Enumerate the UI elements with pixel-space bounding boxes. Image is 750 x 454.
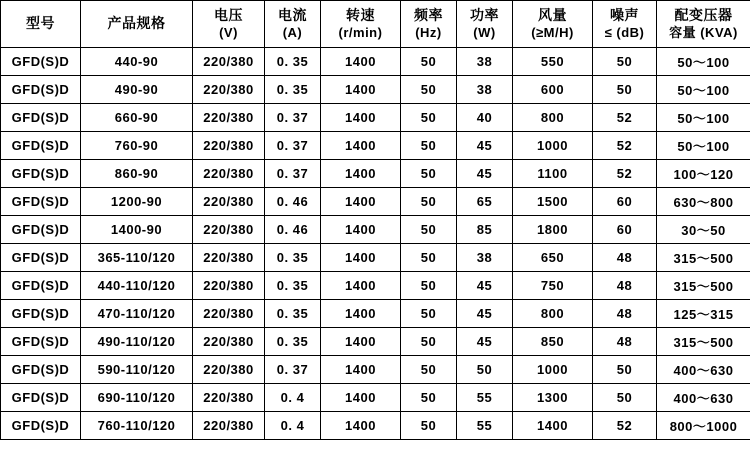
table-row <box>1 48 750 76</box>
column-header-title: 风量 <box>538 7 567 24</box>
table-cell: 365-110/120 <box>81 244 193 272</box>
table-cell: 30～50 <box>657 216 750 244</box>
table-cell: 0. 35 <box>265 272 321 300</box>
table-cell: 220/380 <box>193 188 265 216</box>
table-cell: 50 <box>401 48 457 76</box>
table-cell: 50 <box>401 300 457 328</box>
column-header-8 <box>593 1 657 48</box>
table-cell: 220/380 <box>193 132 265 160</box>
table-cell: 400～630 <box>657 384 750 412</box>
table-cell: 50 <box>593 76 657 104</box>
table-cell: 0. 35 <box>265 328 321 356</box>
column-header-9 <box>657 1 750 48</box>
table-cell: 50 <box>401 412 457 440</box>
table-cell: 315～500 <box>657 272 750 300</box>
table-cell: 470-110/120 <box>81 300 193 328</box>
table-cell: 800～1000 <box>657 412 750 440</box>
table-cell: 50 <box>401 76 457 104</box>
table-cell: 1400 <box>321 384 401 412</box>
table-cell: 52 <box>593 160 657 188</box>
table-cell: 50～100 <box>657 48 750 76</box>
table-cell: 660-90 <box>81 104 193 132</box>
table-cell: 0. 37 <box>265 160 321 188</box>
cell-model: GFD(S)D <box>1 216 81 244</box>
column-header-0 <box>1 1 81 48</box>
table-row <box>1 76 750 104</box>
cell-model: GFD(S)D <box>1 412 81 440</box>
table-cell: 100～120 <box>657 160 750 188</box>
table-cell: 50 <box>401 104 457 132</box>
table-cell: 1000 <box>513 356 593 384</box>
table-cell: 38 <box>457 48 513 76</box>
table-cell: 45 <box>457 272 513 300</box>
header-row <box>1 1 750 48</box>
column-header-unit: ≤ (dB) <box>604 24 645 40</box>
table-cell: 315～500 <box>657 244 750 272</box>
table-row <box>1 160 750 188</box>
table-cell: 800 <box>513 104 593 132</box>
table-cell: 60 <box>593 188 657 216</box>
cell-model: GFD(S)D <box>1 188 81 216</box>
table-cell: 440-110/120 <box>81 272 193 300</box>
table-cell: 690-110/120 <box>81 384 193 412</box>
table-cell: 315～500 <box>657 328 750 356</box>
table-cell: 0. 46 <box>265 188 321 216</box>
table-cell: 1400 <box>513 412 593 440</box>
table-cell: 1400 <box>321 160 401 188</box>
table-cell: 1400 <box>321 104 401 132</box>
table-cell: 0. 35 <box>265 48 321 76</box>
table-cell: 50 <box>593 48 657 76</box>
table-cell: 50～100 <box>657 132 750 160</box>
column-header-unit: 容量 (KVA) <box>669 24 738 40</box>
table-cell: 220/380 <box>193 104 265 132</box>
table-cell: 0. 35 <box>265 76 321 104</box>
table-cell: 38 <box>457 244 513 272</box>
table-cell: 800 <box>513 300 593 328</box>
table-cell: 50 <box>401 244 457 272</box>
column-header-title: 功率 <box>470 7 499 24</box>
table-cell: 50 <box>593 356 657 384</box>
cell-model: GFD(S)D <box>1 104 81 132</box>
table-cell: 45 <box>457 132 513 160</box>
table-cell: 630～800 <box>657 188 750 216</box>
table-cell: 220/380 <box>193 272 265 300</box>
column-header-6 <box>457 1 513 48</box>
cell-model: GFD(S)D <box>1 160 81 188</box>
table-row <box>1 132 750 160</box>
table-cell: 0. 4 <box>265 384 321 412</box>
table-cell: 1400 <box>321 216 401 244</box>
table-row <box>1 188 750 216</box>
table-cell: 220/380 <box>193 384 265 412</box>
table-cell: 65 <box>457 188 513 216</box>
column-header-unit: (V) <box>219 24 238 40</box>
table-cell: 1200-90 <box>81 188 193 216</box>
table-cell: 1400 <box>321 188 401 216</box>
table-row <box>1 216 750 244</box>
column-header-title: 电流 <box>278 7 307 24</box>
table-cell: 590-110/120 <box>81 356 193 384</box>
table-row <box>1 328 750 356</box>
table-cell: 220/380 <box>193 412 265 440</box>
table-cell: 760-110/120 <box>81 412 193 440</box>
table-cell: 440-90 <box>81 48 193 76</box>
table-cell: 48 <box>593 244 657 272</box>
table-cell: 45 <box>457 328 513 356</box>
column-header-1 <box>81 1 193 48</box>
table-cell: 52 <box>593 412 657 440</box>
cell-model: GFD(S)D <box>1 300 81 328</box>
table-cell: 48 <box>593 300 657 328</box>
table-cell: 1400 <box>321 412 401 440</box>
cell-model: GFD(S)D <box>1 384 81 412</box>
table-row <box>1 244 750 272</box>
table-cell: 760-90 <box>81 132 193 160</box>
table-cell: 50～100 <box>657 104 750 132</box>
column-header-5 <box>401 1 457 48</box>
table-cell: 1000 <box>513 132 593 160</box>
table-cell: 52 <box>593 132 657 160</box>
table-cell: 1400 <box>321 48 401 76</box>
table-cell: 1400 <box>321 328 401 356</box>
table-cell: 0. 4 <box>265 412 321 440</box>
table-cell: 45 <box>457 160 513 188</box>
cell-model: GFD(S)D <box>1 356 81 384</box>
table-cell: 1400 <box>321 132 401 160</box>
column-header-title: 产品规格 <box>107 15 166 32</box>
table-cell: 1400 <box>321 76 401 104</box>
table-cell: 220/380 <box>193 76 265 104</box>
column-header-title: 电压 <box>214 7 243 24</box>
table-cell: 50 <box>401 160 457 188</box>
column-header-unit: (A) <box>282 24 303 40</box>
column-header-2 <box>193 1 265 48</box>
table-cell: 50 <box>401 356 457 384</box>
table-cell: 1400 <box>321 300 401 328</box>
table-cell: 50 <box>593 384 657 412</box>
table-cell: 50 <box>457 356 513 384</box>
table-cell: 40 <box>457 104 513 132</box>
column-header-unit: (r/min) <box>338 24 383 40</box>
table-cell: 220/380 <box>193 48 265 76</box>
table-cell: 48 <box>593 328 657 356</box>
table-cell: 1400 <box>321 244 401 272</box>
column-header-4 <box>321 1 401 48</box>
table-cell: 0. 35 <box>265 244 321 272</box>
cell-model: GFD(S)D <box>1 132 81 160</box>
column-header-title: 配变压器 <box>674 7 733 24</box>
table-cell: 85 <box>457 216 513 244</box>
table-cell: 50 <box>401 132 457 160</box>
table-row <box>1 104 750 132</box>
table-cell: 650 <box>513 244 593 272</box>
table-row <box>1 412 750 440</box>
table-cell: 220/380 <box>193 216 265 244</box>
table-cell: 55 <box>457 384 513 412</box>
column-header-title: 频率 <box>414 7 443 24</box>
table-cell: 1800 <box>513 216 593 244</box>
table-row <box>1 384 750 412</box>
table-cell: 50 <box>401 328 457 356</box>
table-cell: 0. 35 <box>265 300 321 328</box>
table-cell: 52 <box>593 104 657 132</box>
table-cell: 550 <box>513 48 593 76</box>
column-header-title: 噪声 <box>610 7 639 24</box>
table-cell: 220/380 <box>193 160 265 188</box>
table-cell: 38 <box>457 76 513 104</box>
table-row <box>1 300 750 328</box>
cell-model: GFD(S)D <box>1 272 81 300</box>
table-cell: 0. 46 <box>265 216 321 244</box>
table-cell: 50～100 <box>657 76 750 104</box>
table-cell: 850 <box>513 328 593 356</box>
table-cell: 400～630 <box>657 356 750 384</box>
table-body <box>1 48 750 440</box>
table-cell: 490-110/120 <box>81 328 193 356</box>
table-cell: 1500 <box>513 188 593 216</box>
table-cell: 220/380 <box>193 328 265 356</box>
table-cell: 220/380 <box>193 300 265 328</box>
column-header-title: 型号 <box>26 15 55 32</box>
table-cell: 0. 37 <box>265 104 321 132</box>
table-cell: 1100 <box>513 160 593 188</box>
table-cell: 48 <box>593 272 657 300</box>
cell-model: GFD(S)D <box>1 48 81 76</box>
table-cell: 1400-90 <box>81 216 193 244</box>
table-cell: 490-90 <box>81 76 193 104</box>
table-cell: 50 <box>401 188 457 216</box>
table-header <box>1 1 750 48</box>
table-cell: 220/380 <box>193 356 265 384</box>
column-header-title: 转速 <box>346 7 375 24</box>
table-cell: 0. 37 <box>265 356 321 384</box>
table-cell: 60 <box>593 216 657 244</box>
table-cell: 0. 37 <box>265 132 321 160</box>
table-cell: 220/380 <box>193 244 265 272</box>
column-header-unit: (W) <box>473 24 496 40</box>
table-cell: 860-90 <box>81 160 193 188</box>
column-header-3 <box>265 1 321 48</box>
column-header-7 <box>513 1 593 48</box>
table-cell: 50 <box>401 272 457 300</box>
table-cell: 55 <box>457 412 513 440</box>
table-cell: 1400 <box>321 356 401 384</box>
column-header-unit: (≥M/H) <box>531 24 574 40</box>
table-cell: 50 <box>401 384 457 412</box>
table-cell: 45 <box>457 300 513 328</box>
table-cell: 125～315 <box>657 300 750 328</box>
column-header-unit: (Hz) <box>415 24 442 40</box>
table-cell: 750 <box>513 272 593 300</box>
table-row <box>1 356 750 384</box>
cell-model: GFD(S)D <box>1 244 81 272</box>
cell-model: GFD(S)D <box>1 76 81 104</box>
table-cell: 1300 <box>513 384 593 412</box>
table-cell: 50 <box>401 216 457 244</box>
cell-model: GFD(S)D <box>1 328 81 356</box>
table-row <box>1 272 750 300</box>
table-cell: 600 <box>513 76 593 104</box>
table-cell: 1400 <box>321 272 401 300</box>
